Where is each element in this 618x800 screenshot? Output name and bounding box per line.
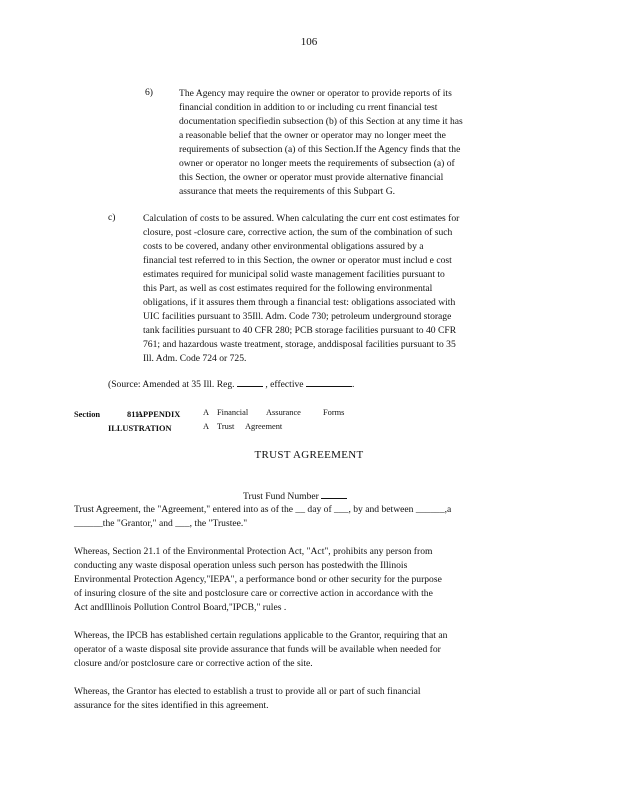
paragraph-line: operator of a waste disposal site provide assurance that funds will be available when needed for bbox=[74, 644, 441, 655]
item-c-line: this Part, as well as cost estimates required for the following environmental bbox=[143, 283, 433, 294]
effective-date-blank bbox=[306, 378, 352, 387]
paragraph-whereas-grantor bbox=[74, 685, 544, 713]
item-c-line: costs to be covered, andany other environmental obligations assured by a bbox=[143, 241, 424, 252]
item-c-line: tank facilities pursuant to 40 CFR 280; PCB storage facilities pursuant to 40 CFR bbox=[143, 325, 457, 336]
paragraph-line: assurance for the sites identified in this agreement. bbox=[74, 700, 269, 711]
assurance-label: Assurance bbox=[266, 408, 301, 417]
document-title: TRUST AGREEMENT bbox=[254, 449, 364, 461]
item-c-line: obligations, if it assures them through a financial test: obligations associated with bbox=[143, 297, 456, 308]
item-6-line: The Agency may require the owner or operator to provide reports of its bbox=[179, 88, 452, 99]
item-6-text bbox=[179, 87, 539, 199]
paragraph-line: Trust Agreement, the "Agreement," entered into as of the __ day of ___, by and between ______,a bbox=[74, 504, 452, 515]
item-c-line: Calculation of costs to be assured. When calculating the curr ent cost estimates for bbox=[143, 213, 460, 224]
item-6-number: 6) bbox=[145, 87, 153, 98]
source-suffix: . bbox=[351, 379, 355, 390]
item-c-line: closure, post -closure care, corrective action, the sum of the combination of such bbox=[143, 227, 453, 238]
section-number: 811. bbox=[127, 410, 142, 419]
paragraph-line: Act andIllinois Pollution Control Board,"IPCB," rules . bbox=[74, 602, 287, 613]
trust-label: Trust bbox=[217, 422, 235, 431]
item-c-line: Ill. Adm. Code 724 or 725. bbox=[143, 353, 247, 364]
fund-number-blank bbox=[321, 490, 347, 499]
source-middle: , effective bbox=[265, 379, 304, 390]
fund-number-label: Trust Fund Number bbox=[243, 491, 319, 502]
section-label: Section bbox=[74, 410, 101, 419]
paragraph-line: closure and/or postclosure care or corrective action of the site. bbox=[74, 658, 313, 669]
source-prefix: (Source: Amended at 35 Ill. Reg. bbox=[108, 379, 235, 390]
paragraph-line: Whereas, Section 21.1 of the Environmental Protection Act, "Act", prohibits any person from bbox=[74, 546, 433, 557]
appendix-a-letter: A bbox=[203, 408, 210, 417]
item-c-number: c) bbox=[108, 212, 116, 223]
page-number: 106 bbox=[300, 36, 318, 48]
item-6-line: this Section, the owner or operator must provide alternative financial bbox=[179, 172, 444, 183]
item-6-line: requirements of subsection (a) of this Section.If the Agency finds that the bbox=[179, 144, 461, 155]
item-c-line: estimates required for municipal solid waste management facilities pursuant to bbox=[143, 269, 445, 280]
paragraph-line: Whereas, the IPCB has established certain regulations applicable to the Grantor, requiring that an bbox=[74, 630, 448, 641]
item-c-line: financial test referred to in this Section, the owner or operator must includ e cost bbox=[143, 255, 452, 266]
agreement-label: Agreement bbox=[245, 422, 283, 431]
item-c-line: UIC facilities pursuant to 35Ill. Adm. Code 730; petroleum underground storage bbox=[143, 311, 452, 322]
paragraph-line: conducting any waste disposal operation unless such person has postedwith the Illinois bbox=[74, 560, 408, 571]
paragraph-whereas-ipcb bbox=[74, 629, 544, 671]
paragraph-line: ______the "Grantor," and ___, the "Trustee." bbox=[74, 518, 248, 529]
item-6-line: financial condition in addition to or including cu rrent financial test bbox=[179, 102, 438, 113]
paragraph-line: Environmental Protection Agency,"IEPA", a performance bond or other security for the purpose bbox=[74, 574, 442, 585]
paragraph-line: Whereas, the Grantor has elected to establish a trust to provide all or part of such financial bbox=[74, 686, 421, 697]
item-6-line: assurance that meets the requirements of this Subpart G. bbox=[179, 186, 396, 197]
trust-fund-number bbox=[243, 490, 347, 502]
source-note bbox=[108, 378, 354, 390]
paragraph-line: of insuring closure of the site and postclosure care or corrective action in accordance with the bbox=[74, 588, 433, 599]
item-6-line: a reasonable belief that the owner or operator may no longer meet the bbox=[179, 130, 446, 141]
reg-blank bbox=[237, 378, 263, 387]
illustration-label: ILLUSTRATION bbox=[108, 424, 172, 433]
item-6-line: owner or operator no longer meets the requirements of subsection (a) of bbox=[179, 158, 455, 169]
paragraph-parties bbox=[74, 503, 544, 531]
appendix-label: APPENDIX bbox=[137, 410, 181, 419]
illustration-a-letter: A bbox=[203, 422, 210, 431]
financial-label: Financial bbox=[217, 408, 249, 417]
item-6-line: documentation specifiedin subsection (b) of this Section at any time it has bbox=[179, 116, 463, 127]
item-c-line: 761; and hazardous waste treatment, storage, anddisposal facilities pursuant to 35 bbox=[143, 339, 456, 350]
item-c-text bbox=[143, 212, 543, 366]
paragraph-whereas-act bbox=[74, 545, 544, 615]
forms-label: Forms bbox=[323, 408, 345, 417]
